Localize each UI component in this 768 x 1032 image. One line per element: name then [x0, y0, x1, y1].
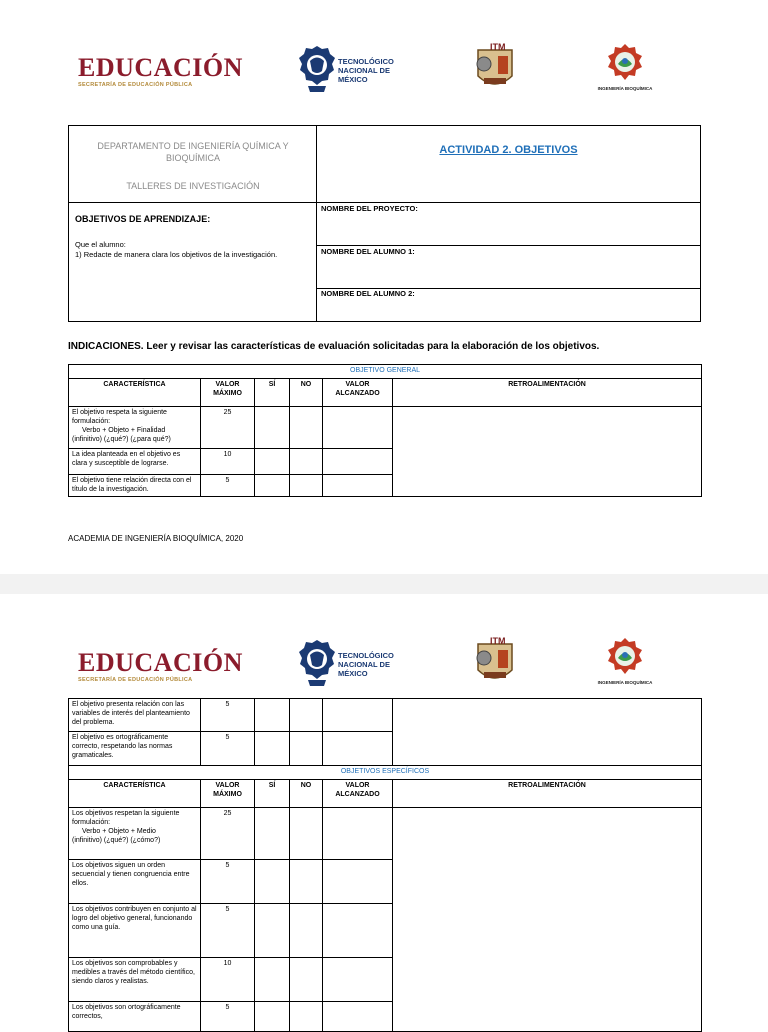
col-max-value: VALOR MÁXIMO [201, 379, 255, 407]
no-cell[interactable] [290, 958, 323, 1002]
max-value-cell: 5 [201, 699, 255, 732]
criterion-text: El objetivo tiene relación directa con el título de la investigación. [69, 475, 201, 497]
criterion-formula: (infinitivo) (¿qué?) (¿cómo?) [72, 837, 161, 844]
criterion-formula: Verbo + Objeto + Medio [82, 828, 156, 835]
achieved-cell[interactable] [323, 732, 393, 766]
specific-objectives-title: OBJETIVOS ESPECÍFICOS [69, 766, 702, 780]
criterion-text: El objetivo respeta la siguiente formulación: [72, 409, 167, 425]
yes-cell[interactable] [255, 1002, 290, 1032]
criterion-text: Los objetivos siguen un orden secuencial y tienen congruencia entre ellos. [69, 860, 201, 904]
objectives-title: OBJETIVOS DE APRENDIZAJE: [75, 214, 211, 224]
educacion-subtitle: SECRETARÍA DE EDUCACIÓN PÚBLICA [78, 677, 193, 683]
indications-text: INDICACIONES. Leer y revisar las características de evaluación solicitadas para la elaboración de los objetivos. [68, 341, 600, 352]
max-value-cell: 25 [201, 407, 255, 449]
itm-text: ITM [490, 636, 506, 646]
tecnm-line2: NACIONAL DE MÉXICO [338, 660, 390, 678]
criterion-text: Los objetivos son comprobables y medibles a través del método científico, siendo claros y realistas. [69, 958, 201, 1002]
educacion-logo [78, 54, 243, 88]
max-value-cell: 5 [201, 475, 255, 497]
criterion-text: El objetivo presenta relación con las variables de interés del planteamiento del problema. [69, 699, 201, 732]
educacion-title: EDUCACIÓN [78, 648, 243, 677]
col-yes: SÍ [255, 780, 290, 808]
general-objective-title: OBJETIVO GENERAL [69, 365, 702, 379]
no-cell[interactable] [290, 904, 323, 958]
achieved-cell[interactable] [323, 860, 393, 904]
yes-cell[interactable] [255, 958, 290, 1002]
max-value-cell: 5 [201, 860, 255, 904]
tecnm-logo [298, 638, 413, 688]
tecnm-line2: NACIONAL DE MÉXICO [338, 66, 390, 84]
no-cell[interactable] [290, 449, 323, 475]
achieved-cell[interactable] [323, 407, 393, 449]
yes-cell[interactable] [255, 732, 290, 766]
criterion-text: La idea planteada en el objetivo es clara y susceptible de lograrse. [69, 449, 201, 475]
page-separator [0, 574, 768, 594]
tecnm-gear-icon [298, 44, 336, 94]
criterion-formula: Verbo + Objeto + Finalidad [82, 427, 166, 434]
educacion-title: EDUCACIÓN [78, 53, 243, 82]
max-value-cell: 10 [201, 958, 255, 1002]
bioquimica-logo [590, 42, 660, 96]
criterion-text: El objetivo es ortográficamente correcto, respetando las normas gramaticales. [69, 732, 201, 766]
achieved-cell[interactable] [323, 449, 393, 475]
yes-cell[interactable] [255, 475, 290, 497]
achieved-cell[interactable] [323, 904, 393, 958]
workshop-text: TALLERES DE INVESTIGACIÓN [126, 181, 260, 191]
footer-text: ACADEMIA DE INGENIERÍA BIOQUÍMICA, 2020 [68, 534, 244, 543]
achieved-cell[interactable] [323, 1002, 393, 1032]
col-achieved: VALOR ALCANZADO [323, 379, 393, 407]
general-objective-table [68, 364, 702, 497]
student1-label: NOMBRE DEL ALUMNO 1: [321, 247, 415, 256]
col-feedback: RETROALIMENTACIÓN [393, 780, 702, 808]
max-value-cell: 25 [201, 808, 255, 860]
bioquimica-text: INGENIERÍA BIOQUÍMICA [597, 680, 653, 685]
criterion-text: Los objetivos respetan la siguiente formulación: [72, 810, 180, 826]
no-cell[interactable] [290, 407, 323, 449]
col-characteristic: CARACTERÍSTICA [69, 379, 201, 407]
table-row [69, 808, 702, 860]
max-value-cell: 10 [201, 449, 255, 475]
tecnm-gear-icon [298, 638, 336, 688]
criterion-formula: (infinitivo) (¿qué?) (¿para qué?) [72, 436, 171, 443]
tecnm-line1: TECNOLÓGICO [338, 57, 394, 66]
max-value-cell: 5 [201, 904, 255, 958]
no-cell[interactable] [290, 699, 323, 732]
max-value-cell: 5 [201, 732, 255, 766]
bioquimica-emblem-icon [600, 636, 650, 680]
student2-label: NOMBRE DEL ALUMNO 2: [321, 289, 415, 298]
table-row [69, 407, 702, 449]
objectives-item: 1) Redacte de manera clara los objetivos de la investigación. [75, 250, 278, 259]
col-max-value: VALOR MÁXIMO [201, 780, 255, 808]
yes-cell[interactable] [255, 904, 290, 958]
itm-logo [470, 634, 520, 686]
criterion-text: Los objetivos son ortográficamente correctos, [69, 1002, 201, 1032]
col-no: NO [290, 780, 323, 808]
achieved-cell[interactable] [323, 699, 393, 732]
tecnm-line1: TECNOLÓGICO [338, 651, 394, 660]
specific-objectives-table [68, 698, 702, 1032]
col-no: NO [290, 379, 323, 407]
achieved-cell[interactable] [323, 475, 393, 497]
no-cell[interactable] [290, 808, 323, 860]
yes-cell[interactable] [255, 808, 290, 860]
no-cell[interactable] [290, 1002, 323, 1032]
feedback-cell[interactable] [393, 699, 702, 766]
yes-cell[interactable] [255, 449, 290, 475]
achieved-cell[interactable] [323, 808, 393, 860]
col-yes: SÍ [255, 379, 290, 407]
no-cell[interactable] [290, 475, 323, 497]
achieved-cell[interactable] [323, 958, 393, 1002]
criterion-text: Los objetivos contribuyen en conjunto al logro del objetivo general, funcionando como una guía. [69, 904, 201, 958]
col-achieved: VALOR ALCANZADO [323, 780, 393, 808]
yes-cell[interactable] [255, 407, 290, 449]
feedback-cell[interactable] [393, 808, 702, 1032]
yes-cell[interactable] [255, 860, 290, 904]
project-name-label: NOMBRE DEL PROYECTO: [321, 204, 418, 213]
tecnm-logo [298, 44, 413, 94]
table-row [69, 699, 702, 732]
yes-cell[interactable] [255, 699, 290, 732]
page-2 [0, 594, 768, 1024]
itm-text: ITM [490, 42, 506, 52]
activity-title[interactable]: ACTIVIDAD 2. OBJETIVOS [439, 144, 578, 156]
educacion-logo [78, 649, 243, 683]
bioquimica-emblem-icon [600, 42, 650, 86]
bioquimica-logo [590, 636, 660, 690]
itm-logo [470, 40, 520, 92]
department-text: DEPARTAMENTO DE INGENIERÍA QUÍMICA Y BIOQUÍMICA [97, 141, 289, 163]
col-feedback: RETROALIMENTACIÓN [393, 379, 702, 407]
feedback-cell[interactable] [393, 407, 702, 497]
no-cell[interactable] [290, 732, 323, 766]
objectives-intro: Que el alumno: [75, 240, 126, 249]
header-box [68, 125, 701, 322]
max-value-cell: 5 [201, 1002, 255, 1032]
col-characteristic: CARACTERÍSTICA [69, 780, 201, 808]
educacion-subtitle: SECRETARÍA DE EDUCACIÓN PÚBLICA [78, 82, 193, 88]
no-cell[interactable] [290, 860, 323, 904]
bioquimica-text: INGENIERÍA BIOQUÍMICA [597, 86, 653, 91]
